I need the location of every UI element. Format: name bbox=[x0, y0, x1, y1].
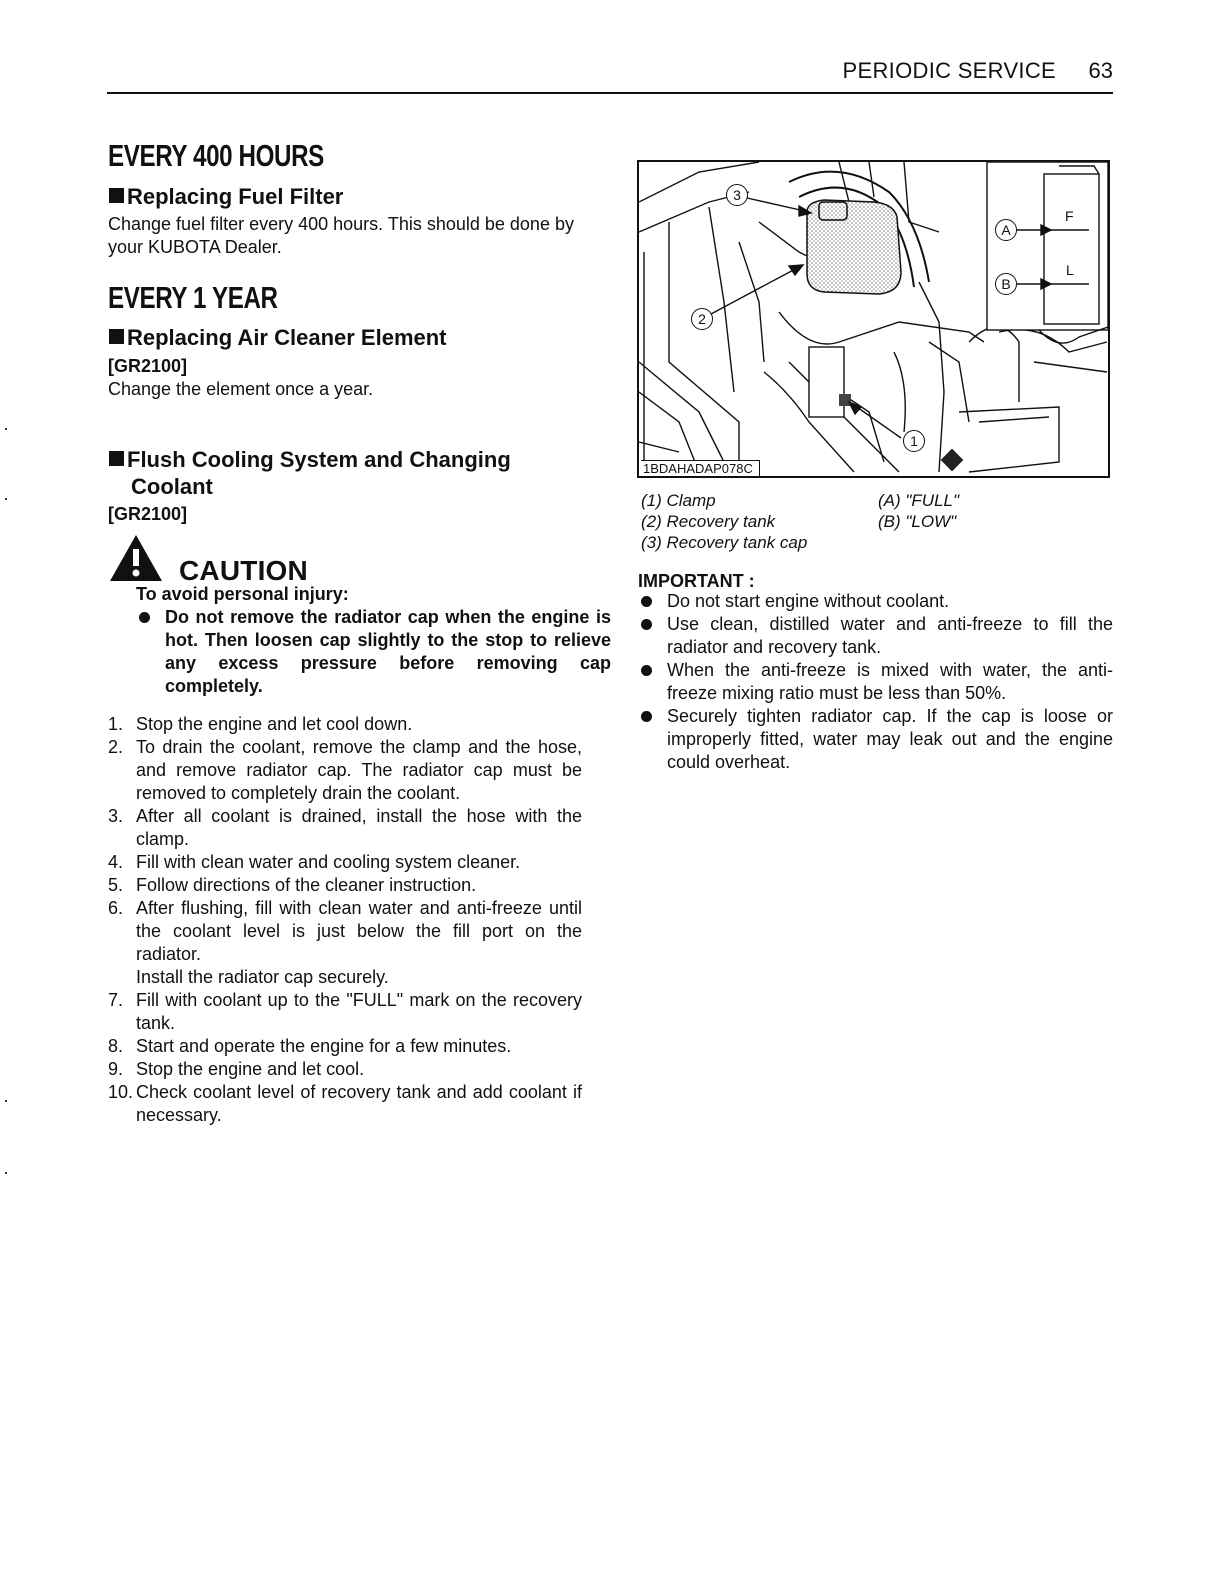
procedure-steps bbox=[108, 713, 582, 1127]
list-item: 6. After flushing, fill with clean water and anti-freeze until the coolant level is just below the fill port on the radiator. Install the radiator cap securely. bbox=[108, 898, 582, 987]
caption-full: (A) "FULL" bbox=[878, 491, 960, 510]
callout-a: A bbox=[995, 219, 1017, 241]
bullet-dot-icon bbox=[641, 596, 652, 607]
list-item: 4. Fill with clean water and cooling system cleaner. bbox=[108, 852, 521, 872]
caption-clamp: (1) Clamp bbox=[641, 491, 716, 510]
important-heading: IMPORTANT : bbox=[638, 571, 755, 591]
list-item: Use clean, distilled water and anti-freeze to fill the radiator and recovery tank. bbox=[638, 613, 1113, 659]
header-rule bbox=[107, 92, 1113, 94]
figure-id-label: 1BDAHADAP078C bbox=[641, 460, 760, 476]
caption-recovery-tank: (2) Recovery tank bbox=[641, 512, 776, 531]
margin-mark bbox=[5, 1172, 7, 1174]
full-mark-letter: F bbox=[1065, 208, 1074, 224]
caution-heading: CAUTION bbox=[179, 555, 308, 586]
list-item: 5. Follow directions of the cleaner instruction. bbox=[108, 875, 477, 895]
callout-1: 1 bbox=[903, 430, 925, 452]
model-tag: [GR2100] bbox=[108, 504, 188, 524]
list-item: When the anti-freeze is mixed with water, the anti-freeze mixing ratio must be less than 50%. bbox=[638, 659, 1113, 705]
section-title-400-hours: EVERY 400 HOURS bbox=[108, 138, 324, 173]
model-tag: [GR2100] bbox=[108, 356, 188, 376]
caption-low: (B) "LOW" bbox=[878, 512, 957, 531]
margin-mark bbox=[5, 498, 7, 500]
list-item: 8. Start and operate the engine for a few minutes. bbox=[108, 1036, 512, 1056]
subsection-air-cleaner: Replacing Air Cleaner Element bbox=[109, 325, 447, 351]
square-bullet-icon bbox=[109, 188, 124, 203]
square-bullet-icon bbox=[109, 451, 124, 466]
bullet-dot-icon bbox=[641, 711, 652, 722]
fuel-filter-text: Change fuel filter every 400 hours. This should be done by your KUBOTA Dealer. bbox=[108, 214, 574, 257]
list-item: Do not start engine without coolant. bbox=[638, 590, 1113, 613]
square-bullet-icon bbox=[109, 329, 124, 344]
bullet-dot-icon bbox=[641, 619, 652, 630]
bullet-dot-icon bbox=[641, 665, 652, 676]
callout-2: 2 bbox=[691, 308, 713, 330]
list-item: 2. To drain the coolant, remove the clamp and the hose, and remove radiator cap. The radiator cap must be removed to completely drain the coolant. bbox=[108, 737, 582, 803]
caution-bullet: Do not remove the radiator cap when the engine is hot. Then loosen cap slightly to the stop to relieve any excess pressure before removing cap completely. bbox=[136, 606, 611, 698]
important-list bbox=[638, 590, 1113, 774]
engine-coolant-figure bbox=[637, 160, 1110, 478]
caution-warning-icon bbox=[108, 533, 164, 583]
page-number: 63 bbox=[1088, 58, 1113, 83]
list-item: Securely tighten radiator cap. If the cap is loose or improperly fitted, water may leak out and the engine could overheat. bbox=[638, 705, 1113, 774]
caution-lead: To avoid personal injury: bbox=[136, 584, 349, 604]
subsection-flush-cooling-line2: Coolant bbox=[131, 474, 213, 499]
running-header-title: PERIODIC SERVICE bbox=[842, 58, 1056, 83]
list-item: 1. Stop the engine and let cool down. bbox=[108, 714, 413, 734]
air-cleaner-text: Change the element once a year. bbox=[108, 379, 374, 399]
margin-mark bbox=[5, 428, 7, 430]
list-item: 9. Stop the engine and let cool. bbox=[108, 1059, 365, 1079]
low-mark-letter: L bbox=[1066, 262, 1074, 278]
margin-mark bbox=[5, 1100, 7, 1102]
list-item: 7. Fill with coolant up to the "FULL" mark on the recovery tank. bbox=[108, 990, 582, 1033]
subsection-flush-cooling: Flush Cooling System and Changing bbox=[109, 447, 511, 473]
list-item: 10. Check coolant level of recovery tank and add coolant if necessary. bbox=[108, 1082, 582, 1125]
subsection-fuel-filter: Replacing Fuel Filter bbox=[109, 184, 343, 210]
list-item: 3. After all coolant is drained, install the hose with the clamp. bbox=[108, 806, 582, 849]
callout-3: 3 bbox=[726, 184, 748, 206]
callout-b: B bbox=[995, 273, 1017, 295]
caption-recovery-tank-cap: (3) Recovery tank cap bbox=[641, 533, 808, 552]
section-title-1-year: EVERY 1 YEAR bbox=[108, 280, 278, 315]
bullet-dot-icon bbox=[139, 612, 150, 623]
